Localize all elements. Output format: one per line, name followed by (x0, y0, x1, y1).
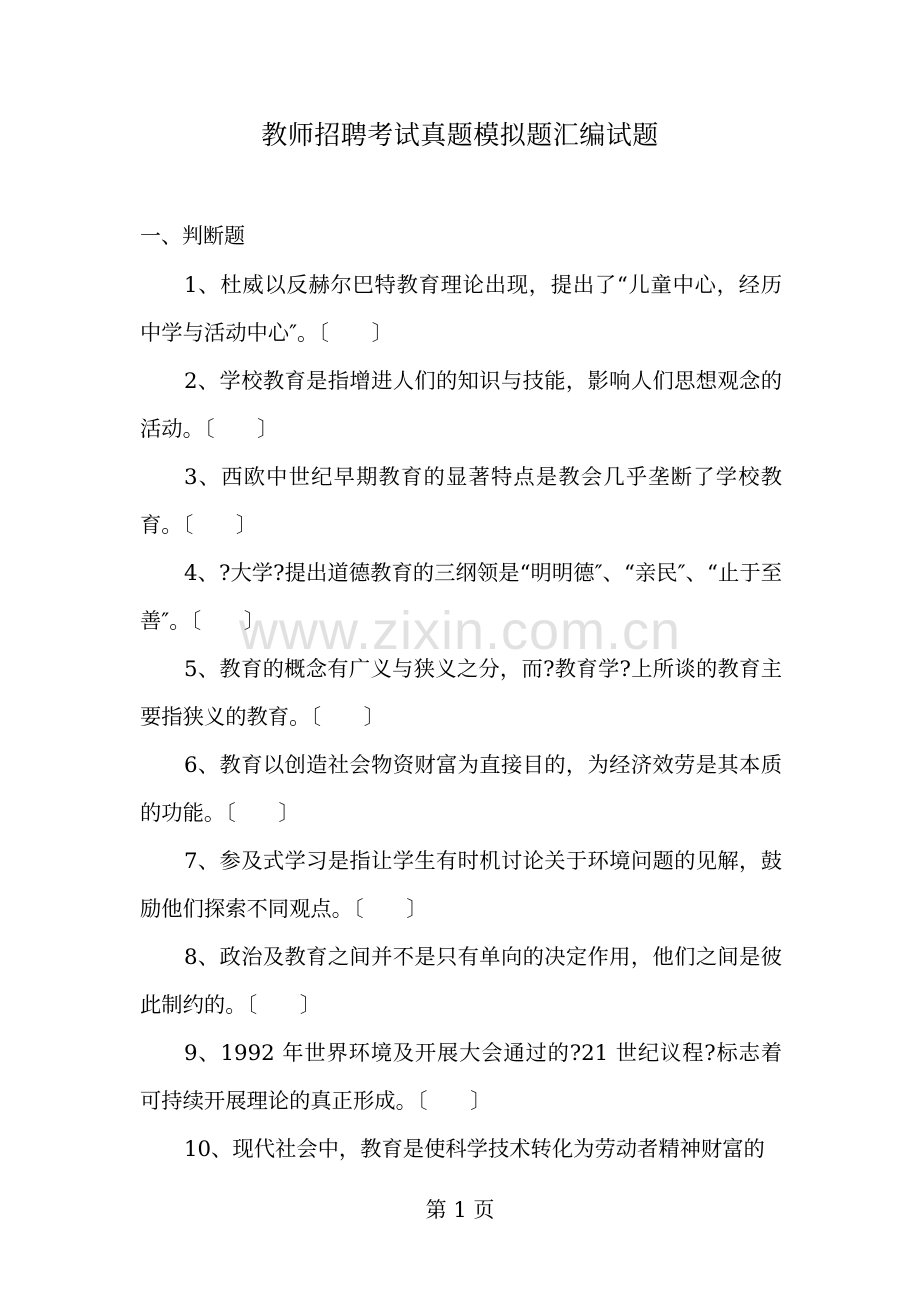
section-heading: 一、判断题 (140, 224, 245, 248)
question-item: 2、学校教育是指增进人们的知识与技能，影响人们思想观念的活动。〔 〕 (140, 369, 782, 442)
question-item: 3、西欧中世纪早期教育的显著特点是教会几乎垄断了学校教育。〔 〕 (140, 465, 782, 538)
question-item: 9、1992 年世界环境及开展大会通过的?21 世纪议程?标志着可持续开展理论的真正形成。〔 〕 (140, 1041, 782, 1114)
watermark: www.zixin.com.cn (238, 601, 682, 661)
question-list (140, 262, 782, 1174)
question-item: 7、参及式学习是指让学生有时机讨论关于环境问题的见解，鼓励他们探索不同观点。〔 〕 (140, 849, 782, 922)
question-item: 8、政治及教育之间并不是只有单向的决定作用，他们之间是彼此制约的。〔 〕 (140, 945, 782, 1018)
question-item: 5、教育的概念有广义与狭义之分，而?教育学?上所谈的教育主要指狭义的教育。〔 〕 (140, 657, 782, 730)
question-item: 6、教育以创造社会物资财富为直接目的，为经济效劳是其本质的功能。〔 〕 (140, 753, 782, 826)
question-item: 1、杜威以反赫尔巴特教育理论出现，提出了“儿童中心，经历中学与活动中心″。〔 〕 (140, 273, 782, 346)
document-title: 教师招聘考试真题模拟题汇编试题 (261, 121, 659, 151)
question-item: 10、现代社会中，教育是使科学技术转化为劳动者精神财富的 (184, 1137, 765, 1162)
page-number-footer: 第 1 页 (425, 1198, 495, 1222)
question-item: 4、?大学?提出道德教育的三纲领是“明明德″、“亲民″、“止于至善″。〔 〕 (140, 561, 782, 634)
